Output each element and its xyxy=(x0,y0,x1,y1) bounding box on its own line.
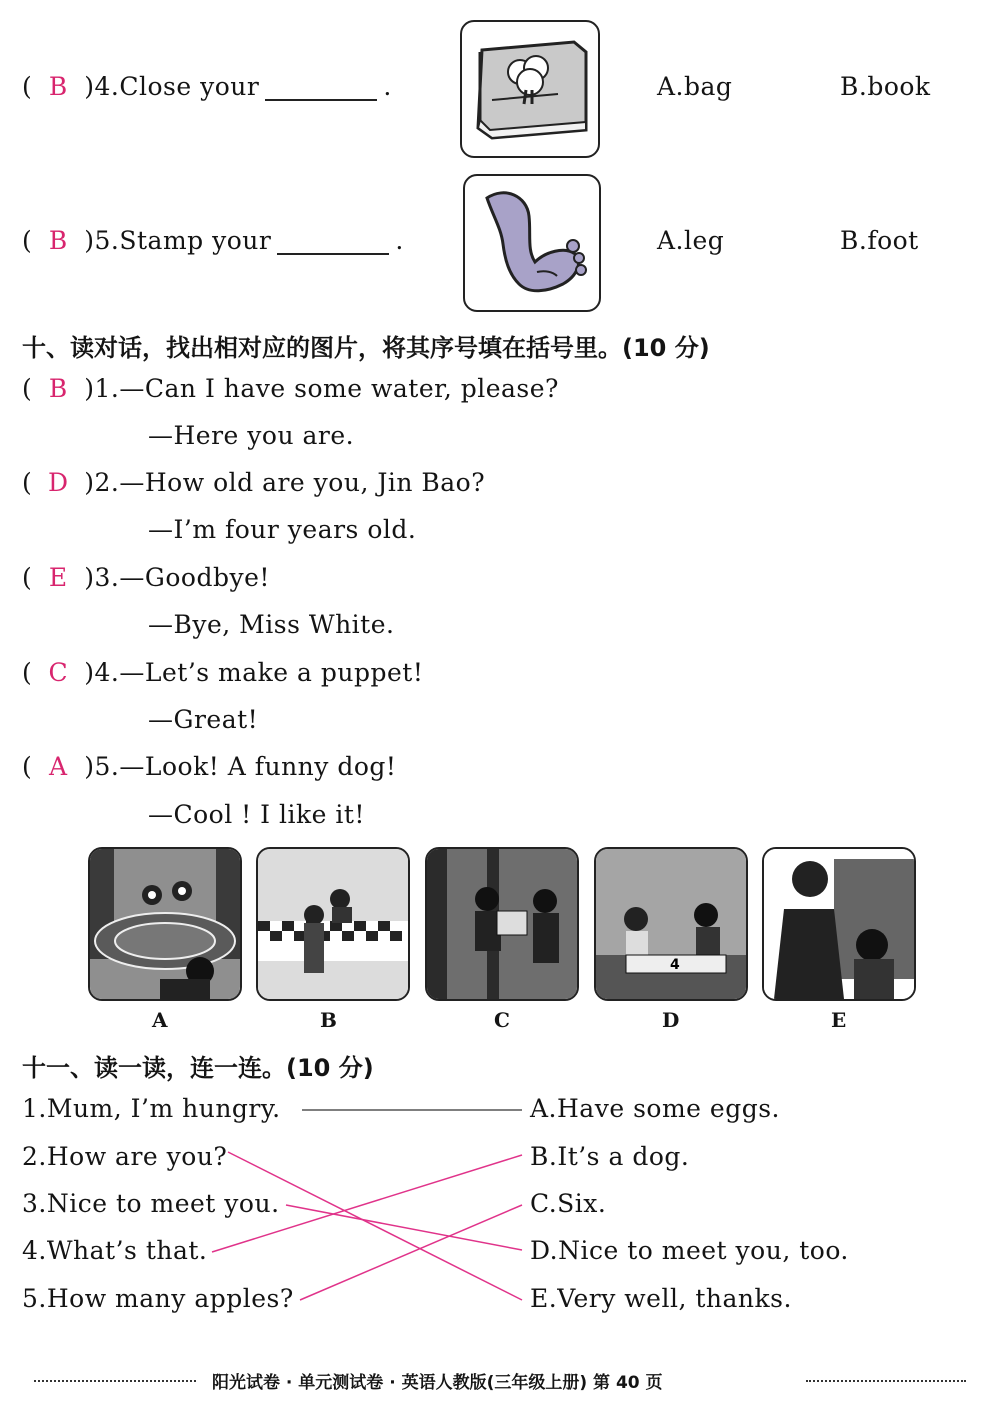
dialogue-3-reply: —Bye, Miss White. xyxy=(148,610,395,639)
dialogue-1-reply: —Here you are. xyxy=(148,421,355,450)
option-a: A.bag xyxy=(657,72,733,101)
left-item-2: 2.How are you? xyxy=(22,1142,228,1171)
question-number: )3. xyxy=(84,563,120,592)
answer: B xyxy=(48,226,68,255)
footer-text: 阳光试卷 · 单元测试卷 · 英语人教版(三年级上册) 第 40 页 xyxy=(212,1373,663,1393)
period: . xyxy=(383,72,392,101)
paren: ( xyxy=(22,658,33,687)
question-number: )2. xyxy=(84,468,120,497)
match-line-4-b xyxy=(212,1155,522,1252)
right-item-a: A.Have some eggs. xyxy=(530,1094,780,1123)
answer: D xyxy=(47,468,69,497)
dialogue-line: —Can I have some water, please? xyxy=(119,374,559,403)
answer: E xyxy=(48,563,68,592)
question-number: )1. xyxy=(84,374,120,403)
option-b: B.foot xyxy=(840,226,919,255)
question-number: )4. xyxy=(84,72,120,101)
left-item-5: 5.How many apples? xyxy=(22,1284,294,1313)
option-b: B.book xyxy=(840,72,931,101)
dialogue-line: —Look! A funny dog! xyxy=(119,752,397,781)
section-10-title: 十、读对话，找出相对应的图片，将其序号填在括号里。(10 分) xyxy=(22,334,710,362)
paren: ( xyxy=(22,374,33,403)
caption-d: D xyxy=(662,1008,680,1032)
paren: ( xyxy=(22,468,33,497)
left-item-1: 1.Mum, I’m hungry. xyxy=(22,1094,281,1123)
dialogue-line: —Let’s make a puppet! xyxy=(119,658,424,687)
match-line-3-d xyxy=(286,1205,522,1250)
period: . xyxy=(395,226,404,255)
question-text: Stamp your xyxy=(119,226,272,255)
caption-b: B xyxy=(320,1008,337,1032)
dialogue-2-reply: —I’m four years old. xyxy=(148,515,417,544)
right-item-e: E.Very well, thanks. xyxy=(530,1284,792,1313)
match-line-2-e xyxy=(228,1152,522,1300)
left-item-4: 4.What’s that. xyxy=(22,1236,208,1265)
answer: A xyxy=(48,752,68,781)
paren: ( xyxy=(22,72,33,101)
answer: C xyxy=(48,658,69,687)
match-line-5-c xyxy=(300,1205,522,1300)
dialogue-4-reply: —Great! xyxy=(148,705,259,734)
option-a: A.leg xyxy=(657,226,725,255)
right-item-b: B.It’s a dog. xyxy=(530,1142,690,1171)
question-text: Close your xyxy=(119,72,260,101)
answer: B xyxy=(48,374,68,403)
caption-e: E xyxy=(831,1008,847,1032)
question-number: )5. xyxy=(84,226,120,255)
dialogue-line: —Goodbye! xyxy=(119,563,270,592)
picture-d-number: 4 xyxy=(670,957,680,973)
footer-divider-right xyxy=(806,1380,966,1382)
question-number: )5. xyxy=(84,752,120,781)
paren: ( xyxy=(22,752,33,781)
paren: ( xyxy=(22,226,33,255)
dialogue-5-reply: —Cool ! I like it! xyxy=(148,800,365,829)
question-number: )4. xyxy=(84,658,120,687)
section-11-title: 十一、读一读，连一连。(10 分) xyxy=(22,1054,374,1082)
answer: B xyxy=(48,72,68,101)
paren: ( xyxy=(22,563,33,592)
caption-c: C xyxy=(494,1008,510,1032)
right-item-d: D.Nice to meet you, too. xyxy=(530,1236,849,1265)
left-item-3: 3.Nice to meet you. xyxy=(22,1189,280,1218)
footer-divider-left xyxy=(34,1380,196,1382)
dialogue-line: —How old are you, Jin Bao? xyxy=(119,468,486,497)
caption-a: A xyxy=(152,1008,168,1032)
right-item-c: C.Six. xyxy=(530,1189,607,1218)
